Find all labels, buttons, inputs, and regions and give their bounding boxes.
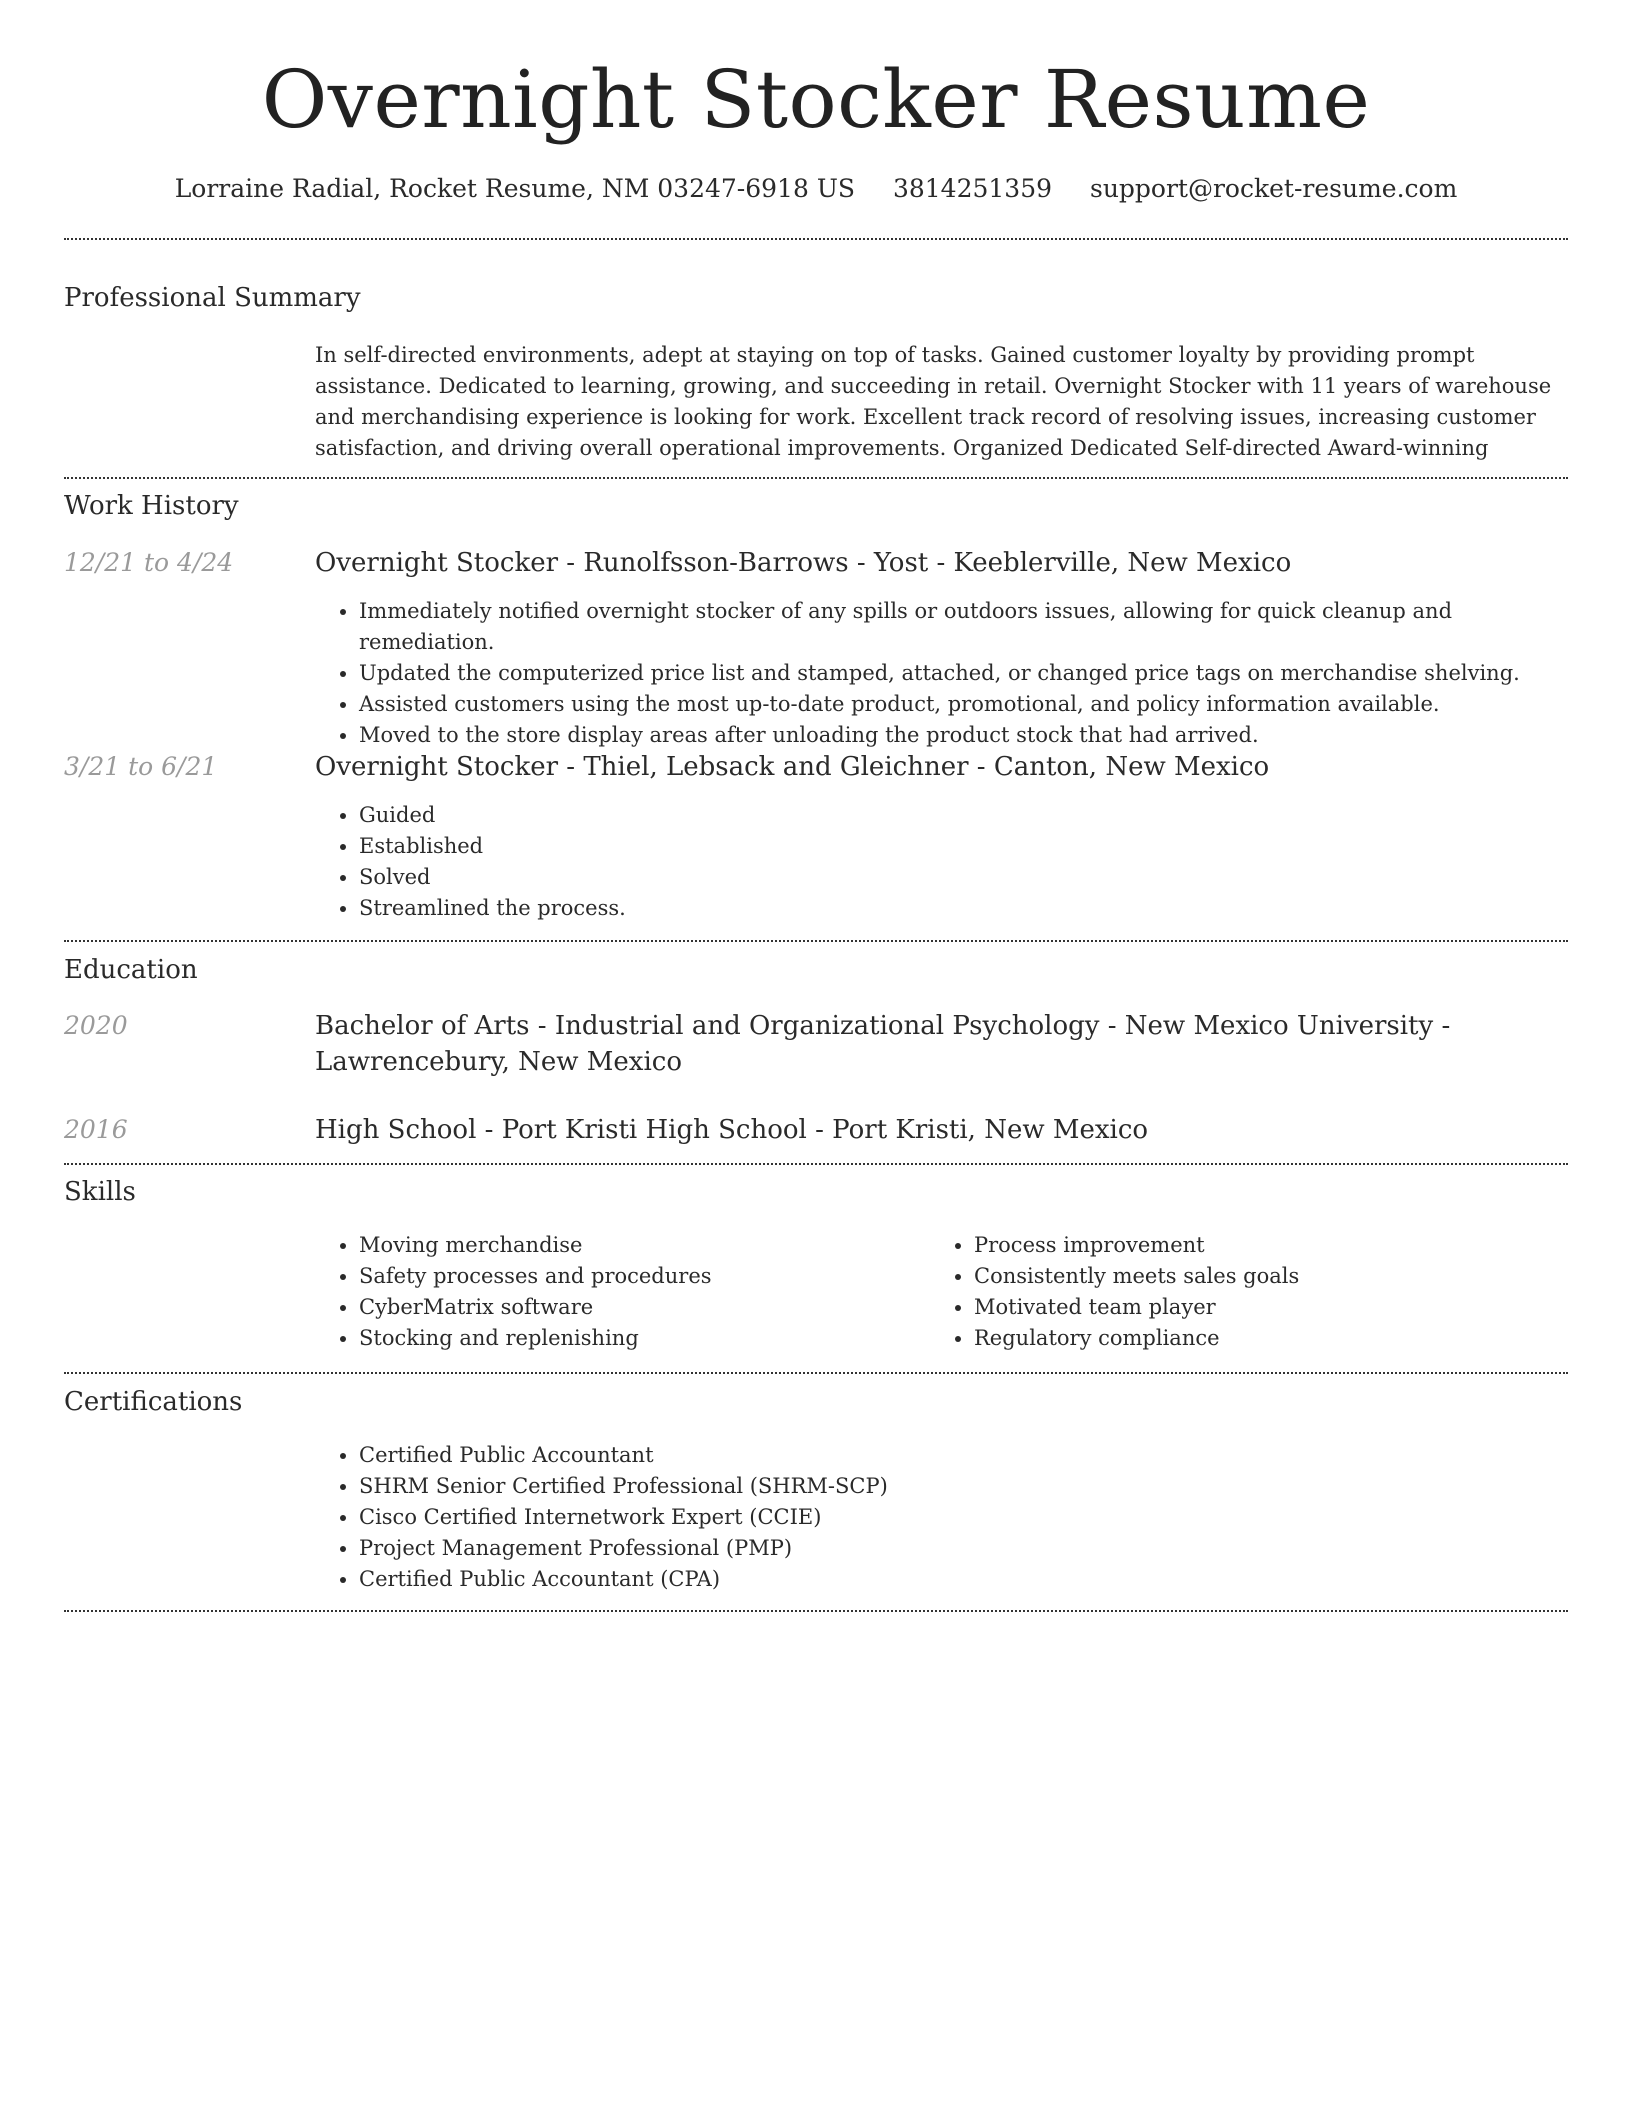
list-item: • Streamlined the process. [359,893,1565,924]
education-title: Bachelor of Arts - Industrial and Organizational Psychology - New Mexico University - Lawrencebury, New Mexico [315,1011,1451,1077]
section-title-education: Education [64,955,198,985]
divider [64,238,1568,240]
divider [64,1610,1568,1612]
divider [64,940,1568,942]
job-bullets [315,596,1565,751]
divider [64,1163,1568,1165]
contact-phone: 3814251359 [892,174,1053,203]
contact-line [0,170,1632,208]
job-date: 12/21 to 4/24 [64,548,234,577]
education-date: 2020 [64,1011,128,1040]
education-date: 2016 [64,1115,128,1144]
list-item: • CyberMatrix software [359,1292,919,1323]
list-item: • Guided [359,800,1565,831]
contact-address: Lorraine Radial, Rocket Resume, NM 03247-6918 US [174,174,856,203]
list-item: • Consistently meets sales goals [974,1261,1574,1292]
job-title: Overnight Stocker - Thiel, Lebsack and Gleichner - Canton, New Mexico [315,752,1270,782]
list-item: • Stocking and replenishing [359,1323,919,1354]
resume-title: Overnight Stocker Resume [261,53,1371,146]
list-item: • Updated the computerized price list and stamped, attached, or changed price tags on merchandise shelving. [359,658,1565,689]
list-item: • Immediately notified overnight stocker of any spills or outdoors issues, allowing for quick cleanup and remediation. [359,596,1565,658]
list-item: • Safety processes and procedures [359,1261,919,1292]
education-title: High School - Port Kristi High School - Port Kristi, New Mexico [315,1115,1149,1145]
list-item: • Established [359,831,1565,862]
section-title-certifications: Certifications [64,1387,243,1417]
divider [64,1372,1568,1374]
job-date: 3/21 to 6/21 [64,752,218,781]
skills-list-right [930,1230,1574,1354]
list-item: • Certified Public Accountant [359,1440,1565,1471]
section-title-work-history: Work History [64,491,239,521]
list-item: • Moved to the store display areas after unloading the product stock that had arrived. [359,720,1565,751]
section-title-skills: Skills [64,1177,136,1207]
list-item: • Motivated team player [974,1292,1574,1323]
list-item: • Certified Public Accountant (CPA) [359,1564,1565,1595]
divider [64,477,1568,479]
list-item: • Project Management Professional (PMP) [359,1533,1565,1564]
job-title: Overnight Stocker - Runolfsson-Barrows - Yost - Keeblerville, New Mexico [315,548,1292,578]
summary-text: In self-directed environments, adept at staying on top of tasks. Gained customer loyalty by providing prompt assistance. Dedicated to learning, growing, and succeeding in retail. Overnight Stocker with 11 years of warehouse and merchandising experience is looking for work. Excellent track record of resolving issues, increasing customer satisfaction, and driving overall operational improvements. Organized Dedicated Self-directed Award-winning [315,343,1552,460]
list-item: • Cisco Certified Internetwork Expert (CCIE) [359,1502,1565,1533]
list-item: • Moving merchandise [359,1230,919,1261]
job-bullets [315,800,1565,924]
contact-email: support@rocket-resume.com [1089,174,1458,203]
skills-list-left [315,1230,919,1354]
list-item: • Assisted customers using the most up-to-date product, promotional, and policy information available. [359,689,1565,720]
list-item: • SHRM Senior Certified Professional (SHRM-SCP) [359,1471,1565,1502]
section-title-summary: Professional Summary [64,283,361,313]
list-item: • Regulatory compliance [974,1323,1574,1354]
list-item: • Solved [359,862,1565,893]
list-item: • Process improvement [974,1230,1574,1261]
certifications-list [315,1440,1565,1595]
